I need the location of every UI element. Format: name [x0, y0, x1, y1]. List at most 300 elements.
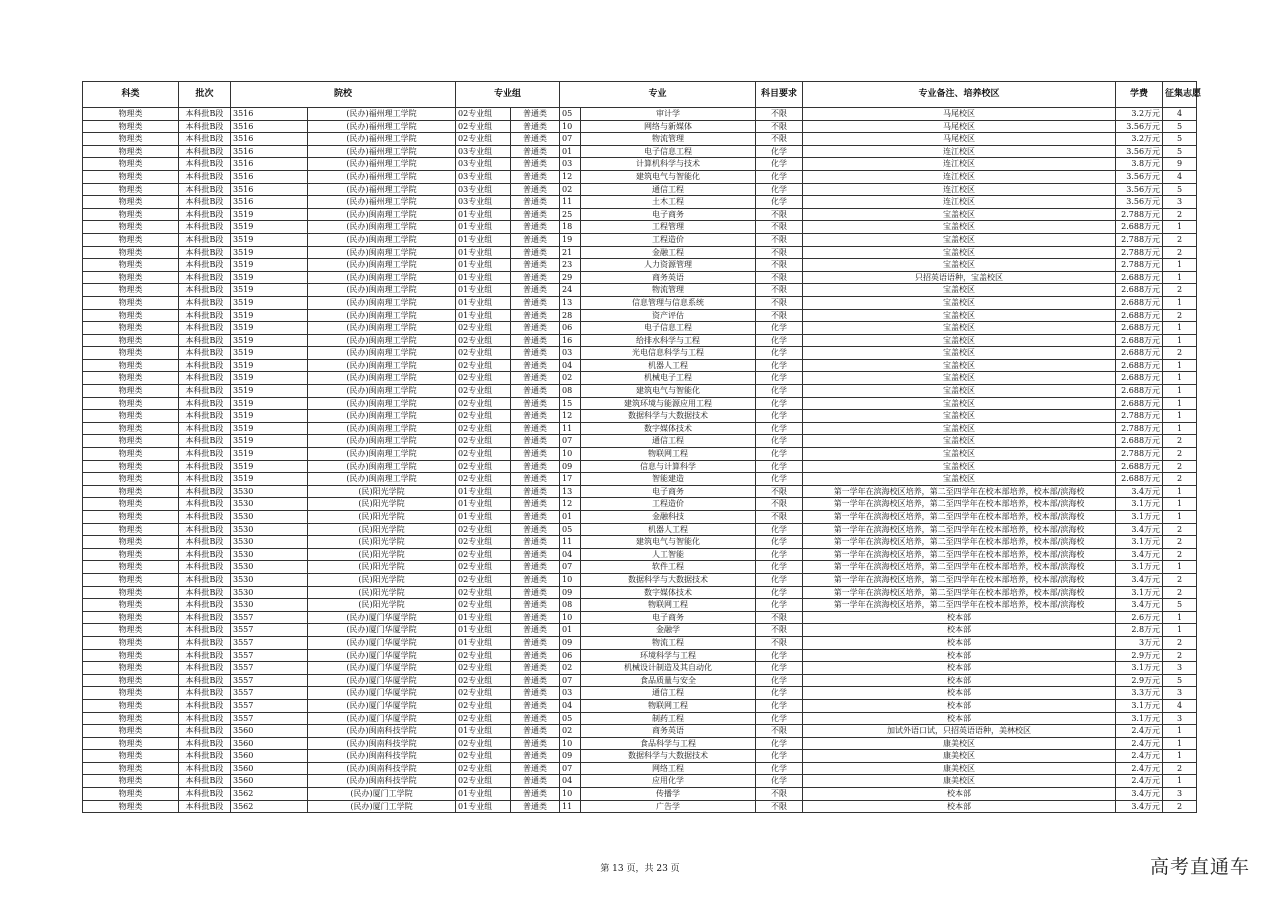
- cell-fee: 3.2万元: [1116, 108, 1163, 121]
- cell-school: (民办)闽南理工学院: [308, 284, 456, 297]
- cell-subject: 化学: [756, 322, 803, 335]
- cell-quota: 1: [1163, 775, 1197, 788]
- cell-kelei: 物理类: [83, 233, 179, 246]
- table-row: [83, 725, 1197, 738]
- cell-group: 02专业组: [456, 699, 511, 712]
- cell-group: 01专业组: [456, 636, 511, 649]
- cell-school: (民办)闽南科技学院: [308, 737, 456, 750]
- cell-school: (民)阳光学院: [308, 548, 456, 561]
- cell-major-code: 07: [560, 762, 581, 775]
- cell-group: 02专业组: [456, 108, 511, 121]
- cell-major-code: 02: [560, 725, 581, 738]
- cell-major: 物联网工程: [581, 699, 756, 712]
- cell-school: (民)阳光学院: [308, 586, 456, 599]
- cell-group: 02专业组: [456, 649, 511, 662]
- cell-major: 物联网工程: [581, 599, 756, 612]
- cell-school: (民办)福州理工学院: [308, 183, 456, 196]
- table-row: [83, 536, 1197, 549]
- cell-pici: 本科批B段: [179, 674, 231, 687]
- cell-pici: 本科批B段: [179, 322, 231, 335]
- cell-school: (民办)厦门华厦学院: [308, 636, 456, 649]
- cell-pici: 本科批B段: [179, 120, 231, 133]
- table-row: [83, 775, 1197, 788]
- cell-quota: 1: [1163, 511, 1197, 524]
- cell-code: 3516: [231, 158, 308, 171]
- cell-group: 02专业组: [456, 775, 511, 788]
- cell-pici: 本科批B段: [179, 359, 231, 372]
- cell-quota: 2: [1163, 473, 1197, 486]
- cell-quota: 1: [1163, 611, 1197, 624]
- table-row: [83, 233, 1197, 246]
- cell-code: 3557: [231, 712, 308, 725]
- cell-major-code: 04: [560, 548, 581, 561]
- cell-quota: 5: [1163, 674, 1197, 687]
- cell-major: 电子信息工程: [581, 322, 756, 335]
- cell-major: 电子商务: [581, 208, 756, 221]
- table-row: [83, 170, 1197, 183]
- cell-fee: 2.4万元: [1116, 775, 1163, 788]
- cell-code: 3519: [231, 473, 308, 486]
- cell-school: (民)阳光学院: [308, 536, 456, 549]
- cell-major: 物流管理: [581, 284, 756, 297]
- cell-code: 3519: [231, 422, 308, 435]
- cell-fee: 3.4万元: [1116, 573, 1163, 586]
- cell-pici: 本科批B段: [179, 498, 231, 511]
- cell-group-type: 普通类: [511, 725, 560, 738]
- cell-subject: 不限: [756, 624, 803, 637]
- cell-pici: 本科批B段: [179, 410, 231, 423]
- cell-code: 3530: [231, 586, 308, 599]
- table-row: [83, 322, 1197, 335]
- cell-pici: 本科批B段: [179, 196, 231, 209]
- cell-group-type: 普通类: [511, 561, 560, 574]
- cell-school: (民办)闽南理工学院: [308, 422, 456, 435]
- cell-note: 马尾校区: [803, 133, 1116, 146]
- cell-major-code: 16: [560, 334, 581, 347]
- cell-quota: 2: [1163, 649, 1197, 662]
- cell-major: 通信工程: [581, 183, 756, 196]
- table-row: [83, 750, 1197, 763]
- header-xuefei: 学费: [1116, 82, 1163, 108]
- cell-major: 网络工程: [581, 762, 756, 775]
- cell-subject: 不限: [756, 636, 803, 649]
- cell-pici: 本科批B段: [179, 422, 231, 435]
- cell-subject: 化学: [756, 158, 803, 171]
- table-row: [83, 208, 1197, 221]
- table-row: [83, 309, 1197, 322]
- cell-major: 机器人工程: [581, 359, 756, 372]
- cell-major: 信息与计算科学: [581, 460, 756, 473]
- cell-quota: 5: [1163, 133, 1197, 146]
- cell-quota: 2: [1163, 284, 1197, 297]
- cell-code: 3519: [231, 221, 308, 234]
- cell-note: 连江校区: [803, 158, 1116, 171]
- cell-fee: 2.788万元: [1116, 448, 1163, 461]
- cell-subject: 化学: [756, 649, 803, 662]
- cell-school: (民办)闽南科技学院: [308, 762, 456, 775]
- cell-subject: 不限: [756, 296, 803, 309]
- cell-note: 第一学年在滨海校区培养，第二至四学年在校本部培养，校本部/滨海校: [803, 599, 1116, 612]
- cell-group-type: 普通类: [511, 674, 560, 687]
- cell-major-code: 17: [560, 473, 581, 486]
- cell-pici: 本科批B段: [179, 145, 231, 158]
- cell-code: 3519: [231, 309, 308, 322]
- cell-pici: 本科批B段: [179, 775, 231, 788]
- cell-subject: 不限: [756, 309, 803, 322]
- cell-major-code: 02: [560, 662, 581, 675]
- cell-code: 3530: [231, 523, 308, 536]
- cell-code: 3516: [231, 120, 308, 133]
- cell-group-type: 普通类: [511, 372, 560, 385]
- cell-major-code: 05: [560, 712, 581, 725]
- cell-subject: 化学: [756, 737, 803, 750]
- cell-subject: 化学: [756, 536, 803, 549]
- cell-group: 01专业组: [456, 800, 511, 813]
- cell-major-code: 11: [560, 800, 581, 813]
- cell-group-type: 普通类: [511, 334, 560, 347]
- cell-pici: 本科批B段: [179, 788, 231, 801]
- cell-school: (民办)闽南理工学院: [308, 246, 456, 259]
- table-row: [83, 422, 1197, 435]
- cell-group-type: 普通类: [511, 133, 560, 146]
- cell-major: 物联网工程: [581, 448, 756, 461]
- cell-quota: 4: [1163, 108, 1197, 121]
- cell-subject: 化学: [756, 712, 803, 725]
- cell-fee: 2.6万元: [1116, 611, 1163, 624]
- cell-major-code: 10: [560, 120, 581, 133]
- cell-school: (民)阳光学院: [308, 561, 456, 574]
- cell-note: 宝盖校区: [803, 208, 1116, 221]
- cell-group-type: 普通类: [511, 662, 560, 675]
- cell-group: 02专业组: [456, 523, 511, 536]
- cell-major: 食品质量与安全: [581, 674, 756, 687]
- cell-code: 3519: [231, 347, 308, 360]
- cell-major-code: 01: [560, 511, 581, 524]
- cell-pici: 本科批B段: [179, 699, 231, 712]
- cell-code: 3530: [231, 573, 308, 586]
- cell-kelei: 物理类: [83, 196, 179, 209]
- table-row: [83, 183, 1197, 196]
- cell-pici: 本科批B段: [179, 548, 231, 561]
- cell-kelei: 物理类: [83, 775, 179, 788]
- cell-school: (民办)厦门华厦学院: [308, 674, 456, 687]
- cell-pici: 本科批B段: [179, 800, 231, 813]
- cell-fee: 2.788万元: [1116, 259, 1163, 272]
- cell-group-type: 普通类: [511, 284, 560, 297]
- cell-group-type: 普通类: [511, 120, 560, 133]
- cell-pici: 本科批B段: [179, 649, 231, 662]
- cell-subject: 化学: [756, 385, 803, 398]
- cell-code: 3519: [231, 410, 308, 423]
- cell-fee: 2.4万元: [1116, 750, 1163, 763]
- cell-school: (民)阳光学院: [308, 511, 456, 524]
- cell-note: 康美校区: [803, 737, 1116, 750]
- cell-group-type: 普通类: [511, 183, 560, 196]
- table-row: [83, 485, 1197, 498]
- cell-subject: 化学: [756, 573, 803, 586]
- cell-major: 建筑环境与能源应用工程: [581, 397, 756, 410]
- cell-fee: 2.688万元: [1116, 271, 1163, 284]
- cell-pici: 本科批B段: [179, 108, 231, 121]
- cell-fee: 2.688万元: [1116, 322, 1163, 335]
- cell-note: 校本部: [803, 662, 1116, 675]
- cell-subject: 不限: [756, 133, 803, 146]
- cell-major-code: 04: [560, 775, 581, 788]
- header-pici: 批次: [179, 82, 231, 108]
- cell-note: 康美校区: [803, 762, 1116, 775]
- cell-kelei: 物理类: [83, 687, 179, 700]
- cell-kelei: 物理类: [83, 750, 179, 763]
- cell-pici: 本科批B段: [179, 750, 231, 763]
- cell-pici: 本科批B段: [179, 385, 231, 398]
- cell-pici: 本科批B段: [179, 485, 231, 498]
- cell-group-type: 普通类: [511, 246, 560, 259]
- cell-major-code: 08: [560, 599, 581, 612]
- cell-code: 3519: [231, 284, 308, 297]
- cell-note: 宝盖校区: [803, 221, 1116, 234]
- cell-kelei: 物理类: [83, 133, 179, 146]
- cell-group: 01专业组: [456, 284, 511, 297]
- cell-group: 02专业组: [456, 322, 511, 335]
- cell-school: (民办)厦门华厦学院: [308, 624, 456, 637]
- cell-kelei: 物理类: [83, 662, 179, 675]
- cell-group-type: 普通类: [511, 170, 560, 183]
- cell-note: 宝盖校区: [803, 397, 1116, 410]
- cell-kelei: 物理类: [83, 309, 179, 322]
- table-row: [83, 573, 1197, 586]
- table-row: [83, 221, 1197, 234]
- cell-quota: 2: [1163, 233, 1197, 246]
- cell-pici: 本科批B段: [179, 309, 231, 322]
- cell-major: 金融科技: [581, 511, 756, 524]
- cell-pici: 本科批B段: [179, 183, 231, 196]
- cell-code: 3516: [231, 170, 308, 183]
- cell-note: 宝盖校区: [803, 334, 1116, 347]
- cell-subject: 不限: [756, 108, 803, 121]
- cell-code: 3560: [231, 737, 308, 750]
- cell-major: 给排水科学与工程: [581, 334, 756, 347]
- cell-major-code: 10: [560, 448, 581, 461]
- cell-fee: 3.1万元: [1116, 498, 1163, 511]
- cell-kelei: 物理类: [83, 511, 179, 524]
- cell-major: 金融工程: [581, 246, 756, 259]
- cell-subject: 化学: [756, 183, 803, 196]
- table-row: [83, 611, 1197, 624]
- cell-fee: 2.688万元: [1116, 309, 1163, 322]
- cell-kelei: 物理类: [83, 284, 179, 297]
- cell-major-code: 19: [560, 233, 581, 246]
- cell-note: 宝盖校区: [803, 284, 1116, 297]
- table-row: [83, 586, 1197, 599]
- cell-kelei: 物理类: [83, 108, 179, 121]
- cell-group: 01专业组: [456, 788, 511, 801]
- cell-note: 宝盖校区: [803, 473, 1116, 486]
- cell-subject: 化学: [756, 561, 803, 574]
- cell-major-code: 15: [560, 397, 581, 410]
- table-row: [83, 636, 1197, 649]
- cell-major-code: 10: [560, 611, 581, 624]
- cell-major-code: 28: [560, 309, 581, 322]
- cell-major: 传播学: [581, 788, 756, 801]
- cell-school: (民办)闽南理工学院: [308, 385, 456, 398]
- cell-kelei: 物理类: [83, 599, 179, 612]
- cell-major: 人工智能: [581, 548, 756, 561]
- cell-note: 连江校区: [803, 196, 1116, 209]
- cell-major-code: 02: [560, 372, 581, 385]
- cell-code: 3530: [231, 511, 308, 524]
- cell-subject: 不限: [756, 725, 803, 738]
- cell-major-code: 03: [560, 347, 581, 360]
- cell-fee: 3.4万元: [1116, 523, 1163, 536]
- cell-code: 3519: [231, 246, 308, 259]
- cell-code: 3557: [231, 649, 308, 662]
- cell-note: 马尾校区: [803, 108, 1116, 121]
- cell-subject: 化学: [756, 599, 803, 612]
- cell-major: 应用化学: [581, 775, 756, 788]
- cell-group-type: 普通类: [511, 737, 560, 750]
- cell-group-type: 普通类: [511, 460, 560, 473]
- cell-fee: 2.688万元: [1116, 372, 1163, 385]
- cell-pici: 本科批B段: [179, 662, 231, 675]
- cell-group-type: 普通类: [511, 599, 560, 612]
- cell-group: 01专业组: [456, 498, 511, 511]
- cell-group-type: 普通类: [511, 397, 560, 410]
- cell-kelei: 物理类: [83, 473, 179, 486]
- cell-note: 第一学年在滨海校区培养，第二至四学年在校本部培养，校本部/滨海校: [803, 586, 1116, 599]
- cell-major-code: 21: [560, 246, 581, 259]
- cell-kelei: 物理类: [83, 183, 179, 196]
- cell-major: 金融学: [581, 624, 756, 637]
- table-row: [83, 599, 1197, 612]
- cell-group-type: 普通类: [511, 145, 560, 158]
- cell-note: 康美校区: [803, 750, 1116, 763]
- cell-school: (民办)闽南理工学院: [308, 221, 456, 234]
- cell-subject: 化学: [756, 347, 803, 360]
- cell-quota: 1: [1163, 296, 1197, 309]
- cell-code: 3519: [231, 322, 308, 335]
- table-row: [83, 649, 1197, 662]
- cell-major: 通信工程: [581, 687, 756, 700]
- cell-major: 建筑电气与智能化: [581, 536, 756, 549]
- cell-fee: 2.788万元: [1116, 422, 1163, 435]
- cell-school: (民办)福州理工学院: [308, 108, 456, 121]
- cell-group-type: 普通类: [511, 586, 560, 599]
- cell-kelei: 物理类: [83, 485, 179, 498]
- table-row: [83, 296, 1197, 309]
- cell-major-code: 13: [560, 485, 581, 498]
- cell-group: 02专业组: [456, 397, 511, 410]
- cell-code: 3557: [231, 611, 308, 624]
- cell-note: 加试外语口试，只招英语语种，美林校区: [803, 725, 1116, 738]
- table-row: [83, 511, 1197, 524]
- cell-group-type: 普通类: [511, 473, 560, 486]
- cell-fee: 3.56万元: [1116, 183, 1163, 196]
- cell-quota: 1: [1163, 359, 1197, 372]
- cell-fee: 3.1万元: [1116, 699, 1163, 712]
- cell-group-type: 普通类: [511, 347, 560, 360]
- cell-note: 宝盖校区: [803, 246, 1116, 259]
- cell-note: 第一学年在滨海校区培养，第二至四学年在校本部培养，校本部/滨海校: [803, 511, 1116, 524]
- table-row: [83, 624, 1197, 637]
- cell-school: (民办)福州理工学院: [308, 120, 456, 133]
- cell-quota: 2: [1163, 536, 1197, 549]
- cell-group: 01专业组: [456, 485, 511, 498]
- cell-subject: 不限: [756, 800, 803, 813]
- cell-quota: 3: [1163, 687, 1197, 700]
- cell-note: 第一学年在滨海校区培养，第二至四学年在校本部培养，校本部/滨海校: [803, 561, 1116, 574]
- cell-major-code: 08: [560, 385, 581, 398]
- cell-code: 3516: [231, 108, 308, 121]
- header-zhiyuan: 征集志愿: [1163, 82, 1197, 108]
- cell-fee: 3.8万元: [1116, 158, 1163, 171]
- cell-major-code: 09: [560, 636, 581, 649]
- cell-note: 校本部: [803, 788, 1116, 801]
- cell-pici: 本科批B段: [179, 233, 231, 246]
- cell-code: 3560: [231, 725, 308, 738]
- cell-pici: 本科批B段: [179, 448, 231, 461]
- cell-quota: 4: [1163, 699, 1197, 712]
- cell-subject: 化学: [756, 586, 803, 599]
- cell-group-type: 普通类: [511, 271, 560, 284]
- cell-major-code: 23: [560, 259, 581, 272]
- cell-kelei: 物理类: [83, 334, 179, 347]
- cell-kelei: 物理类: [83, 737, 179, 750]
- table-row: [83, 359, 1197, 372]
- cell-quota: 4: [1163, 170, 1197, 183]
- cell-school: (民办)厦门华厦学院: [308, 662, 456, 675]
- cell-kelei: 物理类: [83, 460, 179, 473]
- cell-major-code: 03: [560, 687, 581, 700]
- cell-note: 宝盖校区: [803, 259, 1116, 272]
- cell-subject: 化学: [756, 397, 803, 410]
- cell-group: 02专业组: [456, 687, 511, 700]
- cell-group: 02专业组: [456, 385, 511, 398]
- cell-group: 01专业组: [456, 246, 511, 259]
- cell-quota: 1: [1163, 561, 1197, 574]
- cell-quota: 1: [1163, 498, 1197, 511]
- cell-fee: 3.56万元: [1116, 196, 1163, 209]
- cell-major-code: 07: [560, 674, 581, 687]
- cell-group-type: 普通类: [511, 712, 560, 725]
- cell-code: 3562: [231, 800, 308, 813]
- cell-major: 数字媒体技术: [581, 422, 756, 435]
- cell-code: 3557: [231, 662, 308, 675]
- cell-note: 第一学年在滨海校区培养，第二至四学年在校本部培养，校本部/滨海校: [803, 548, 1116, 561]
- cell-school: (民办)闽南理工学院: [308, 473, 456, 486]
- cell-group: 02专业组: [456, 561, 511, 574]
- table-row: [83, 762, 1197, 775]
- cell-school: (民办)厦门华厦学院: [308, 699, 456, 712]
- cell-group-type: 普通类: [511, 800, 560, 813]
- cell-pici: 本科批B段: [179, 523, 231, 536]
- cell-note: 只招英语语种，宝盖校区: [803, 271, 1116, 284]
- cell-quota: 2: [1163, 800, 1197, 813]
- cell-kelei: 物理类: [83, 208, 179, 221]
- table-row: [83, 397, 1197, 410]
- cell-major: 数据科学与大数据技术: [581, 750, 756, 763]
- cell-group-type: 普通类: [511, 788, 560, 801]
- cell-pici: 本科批B段: [179, 624, 231, 637]
- cell-subject: 不限: [756, 246, 803, 259]
- cell-subject: 不限: [756, 259, 803, 272]
- cell-subject: 化学: [756, 699, 803, 712]
- cell-pici: 本科批B段: [179, 221, 231, 234]
- cell-major: 土木工程: [581, 196, 756, 209]
- cell-fee: 3.4万元: [1116, 485, 1163, 498]
- cell-note: 宝盖校区: [803, 372, 1116, 385]
- cell-kelei: 物理类: [83, 624, 179, 637]
- table-row: [83, 662, 1197, 675]
